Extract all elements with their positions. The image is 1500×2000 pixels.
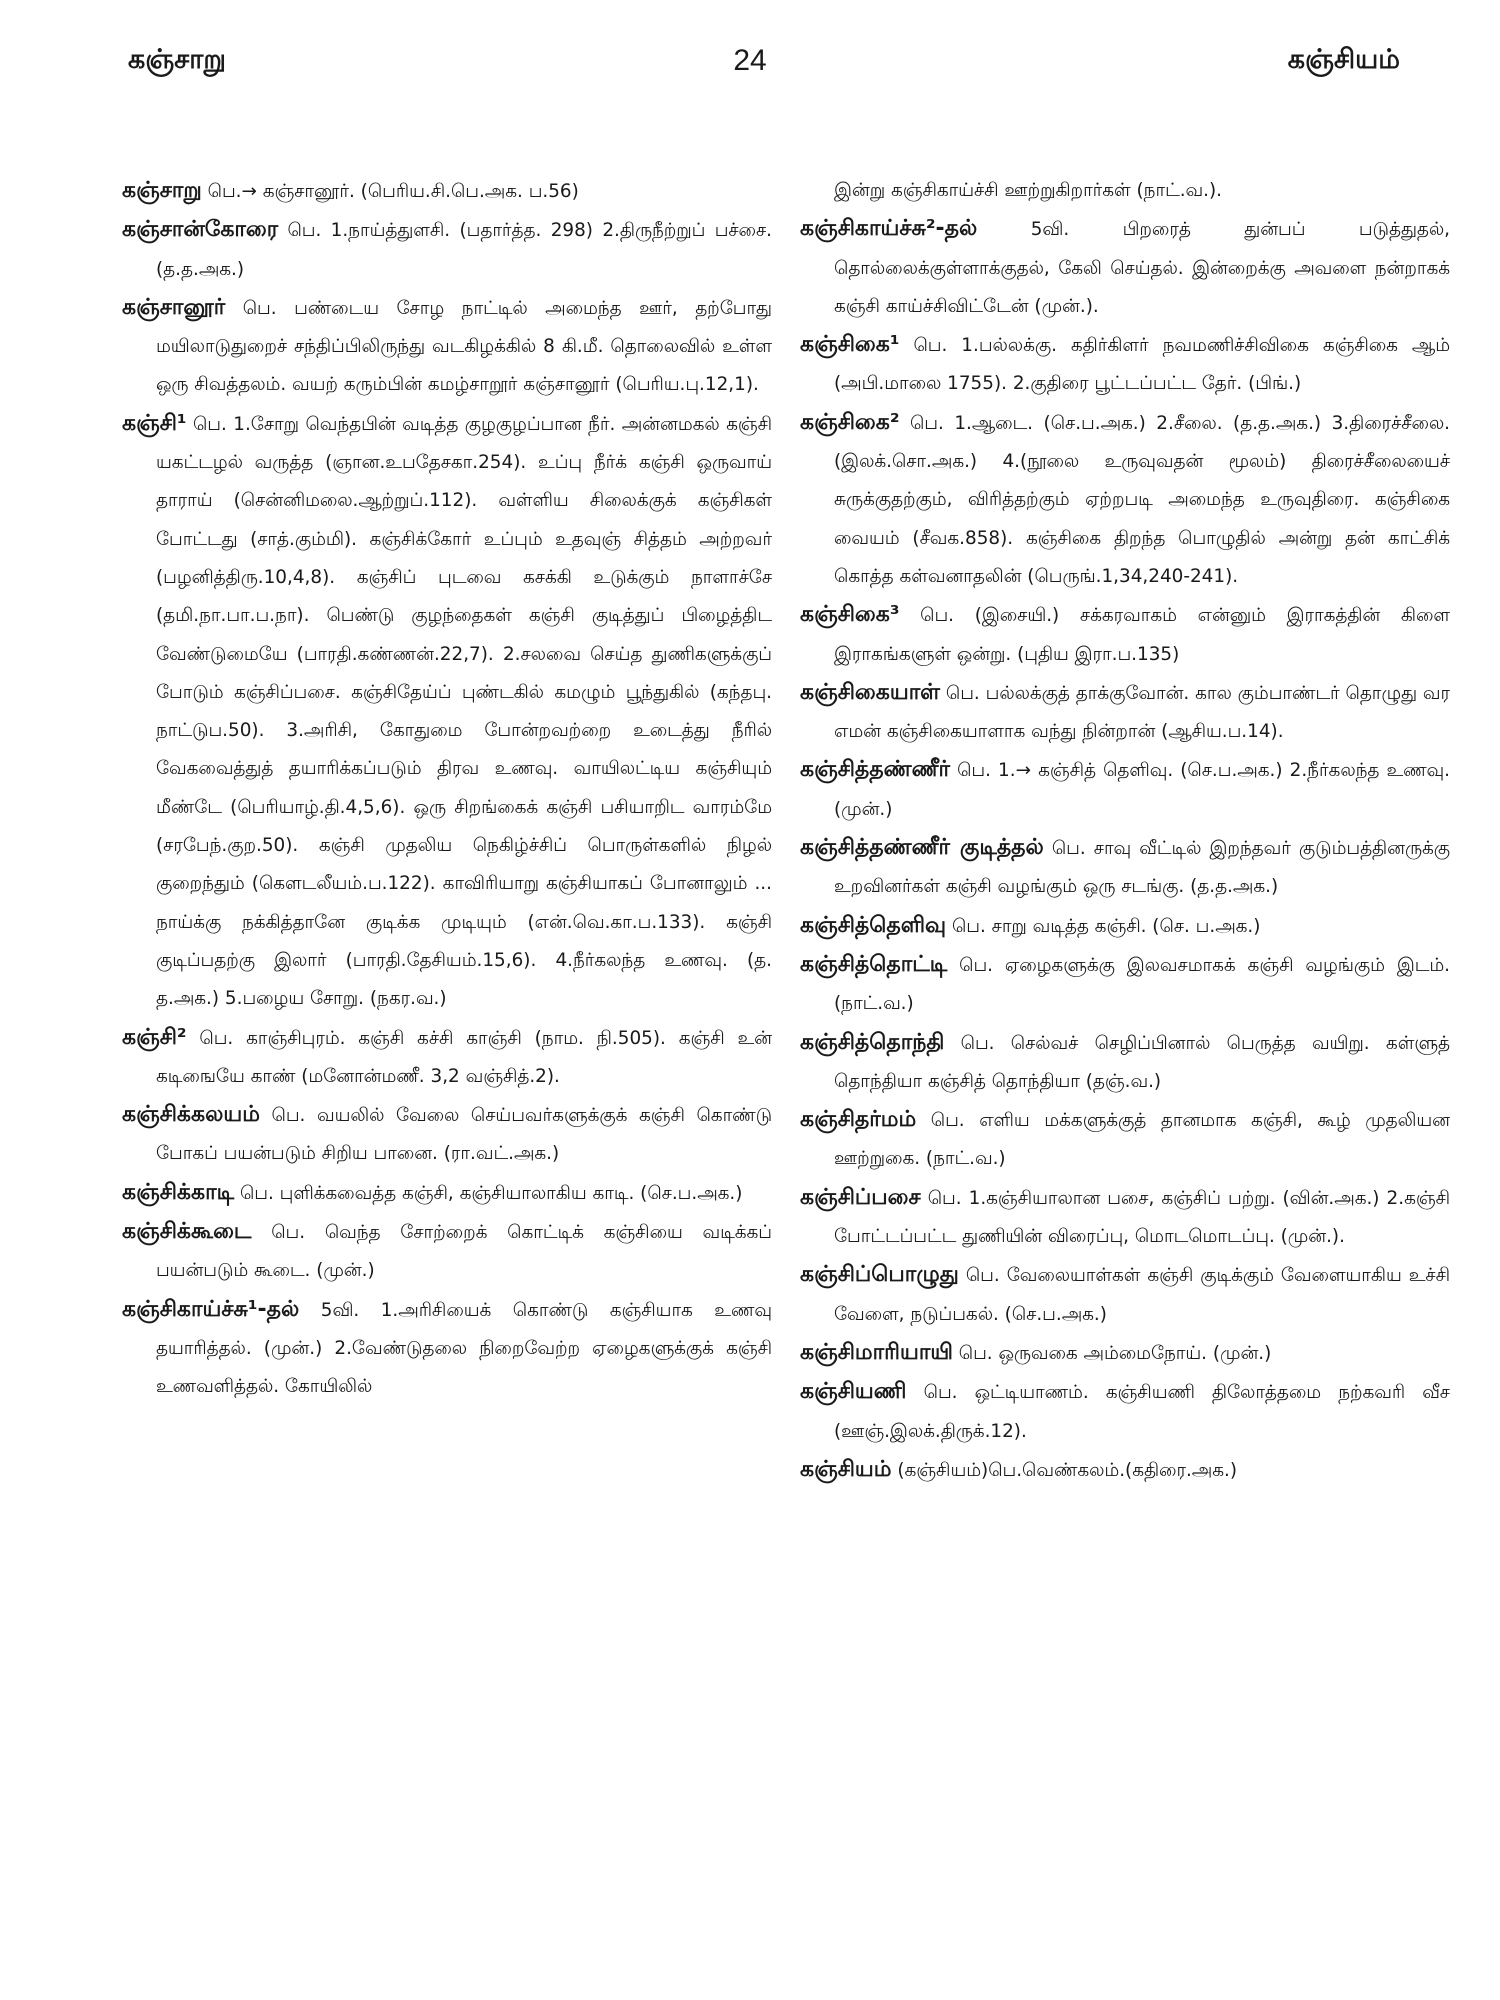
definition: பெ. 1.ஆடை. (செ.ப.அக.) 2.சீலை. (த.த.அக.) 3.திரைச்சீலை. (இலக்.சொ.அக.) 4.(நூலை உருவுவதன் மூலம்) திரைச்சீலையைச் சுருக்குதற்கும், விரித்தற்கும் ஏற்றபடி அமைந்த உருவுதிரை. கஞ்சிகை வையம் (சீவக.858). கஞ்சிகை திறந்த பொழுதில் அன்று தன் காட்சிக் கொத்த கள்வனாதலின் (பெருங்.1,34,240-241). bbox=[834, 412, 1450, 587]
right-guide-word: கஞ்சியம் bbox=[1287, 44, 1400, 75]
definition: பெ. பண்டைய சோழ நாட்டில் அமைந்த ஊர், தற்போது மயிலாடுதுறைச் சந்திப்பிலிருந்து வடகிழக்கில் 8 கி.மீ. தொலைவில் உள்ள ஒரு சிவத்தலம். வயற் கரும்பின் கமழ்சாறூர் கஞ்சானூர் (பெரிய.பு.12,1). bbox=[156, 297, 772, 396]
dictionary-entry bbox=[800, 1101, 1450, 1179]
dictionary-entry bbox=[800, 404, 1450, 596]
dictionary-entry bbox=[122, 1096, 772, 1174]
dictionary-entry bbox=[122, 1213, 772, 1291]
definition: பெ. காஞ்சிபுரம். கஞ்சி கச்சி காஞ்சி (நாம. நி.505). கஞ்சி உன் கடிஙையே காண் (மனோன்மணீ. 3,2 வஞ்சித்.2). bbox=[156, 1027, 772, 1087]
dictionary-entry bbox=[800, 674, 1450, 752]
dictionary-entry bbox=[122, 211, 772, 289]
headword: கஞ்சி² bbox=[122, 1024, 187, 1050]
dictionary-entry bbox=[122, 1291, 772, 1407]
headword: கஞ்சிகாய்ச்சு¹-தல் bbox=[122, 1296, 300, 1322]
definition: பெ. எளிய மக்களுக்குத் தானமாக கஞ்சி, கூழ் முதலியன ஊற்றுகை. (நாட்.வ.) bbox=[834, 1110, 1450, 1170]
dictionary-entry bbox=[800, 1024, 1450, 1102]
dictionary-entry bbox=[122, 1019, 772, 1097]
left-column bbox=[122, 172, 772, 1407]
headword: கஞ்சித்தண்ணீர் குடித்தல் bbox=[800, 835, 1044, 861]
dictionary-entry bbox=[122, 1174, 772, 1213]
left-guide-word: கஞ்சாறு bbox=[128, 44, 226, 75]
headword: கஞ்சித்தண்ணீர் bbox=[800, 757, 951, 783]
headword: கஞ்சிகையாள் bbox=[800, 679, 941, 705]
dictionary-entry bbox=[800, 751, 1450, 829]
definition: பெ. ஏழைகளுக்கு இலவசமாகக் கஞ்சி வழங்கும் இடம். (நாட்.வ.) bbox=[834, 954, 1450, 1015]
headword: கஞ்சிகாய்ச்சு²-தல் bbox=[800, 216, 978, 242]
headword: கஞ்சிகை³ bbox=[800, 602, 900, 628]
headword: கஞ்சிக்கூடை bbox=[122, 1219, 252, 1245]
definition: பெ. 1.பல்லக்கு. கதிர்கிளர் நவமணிச்சிவிகை கஞ்சிகை ஆம் (அபி.மாலை 1755). 2.குதிரை பூட்டப்பட்ட தேர். (பிங்.) bbox=[834, 335, 1450, 395]
headword: கஞ்சிகை¹ bbox=[800, 332, 900, 358]
running-header bbox=[0, 44, 1500, 84]
headword: கஞ்சிப்பசை bbox=[800, 1184, 921, 1210]
dictionary-entry bbox=[800, 1179, 1450, 1257]
headword: கஞ்சான்கோரை bbox=[122, 217, 279, 243]
headword: கஞ்சிக்காடி bbox=[122, 1179, 235, 1205]
definition: பெ. 1.கஞ்சியாலான பசை, கஞ்சிப் பற்று. (வின்.அக.) 2.கஞ்சி போட்டப்பட்ட துணியின் விரைப்பு, மொடமொடப்பு. (முன்.). bbox=[834, 1187, 1450, 1248]
headword: கஞ்சியணி bbox=[800, 1379, 907, 1405]
definition: பெ. வேலையாள்கள் கஞ்சி குடிக்கும் வேளையாகிய உச்சி வேளை, நடுப்பகல். (செ.ப.அக.) bbox=[834, 1265, 1450, 1325]
definition: 5வி. பிறரைத் துன்பப் படுத்துதல், தொல்லைக்குள்ளாக்குதல், கேலி செய்தல். இன்றைக்கு அவளை நன்றாகக் கஞ்சி காய்ச்சிவிட்டேன் (முன்.). bbox=[834, 219, 1450, 317]
dictionary-entry bbox=[800, 1334, 1450, 1373]
headword: கஞ்சித்தெளிவு bbox=[800, 912, 947, 938]
headword: கஞ்சாறு bbox=[122, 178, 202, 203]
definition: இன்று கஞ்சிகாய்ச்சி ஊற்றுகிறார்கள் (நாட்.வ.). bbox=[834, 180, 1223, 201]
dictionary-entry bbox=[800, 210, 1450, 326]
dictionary-entry bbox=[800, 1451, 1450, 1490]
definition: பெ. வெந்த சோற்றைக் கொட்டிக் கஞ்சியை வடிக்கப் பயன்படும் கூடை. (முன்.) bbox=[156, 1222, 772, 1282]
dictionary-entry bbox=[800, 1373, 1450, 1451]
dictionary-entry bbox=[800, 1256, 1450, 1334]
definition: பெ. 1.→ கஞ்சித் தெளிவு. (செ.ப.அக.) 2.நீர்கலந்த உணவு. (முன்.) bbox=[834, 760, 1450, 820]
headword: கஞ்சித்தொட்டி bbox=[800, 951, 948, 977]
definition: பெ. செல்வச் செழிப்பினால் பெருத்த வயிறு. கள்ளுத் தொந்தியா கஞ்சித் தொந்தியா (தஞ்.வ.) bbox=[834, 1032, 1450, 1092]
definition: பெ. 1.நாய்த்துளசி. (பதார்த்த. 298) 2.திருநீற்றுப் பச்சை. (த.த.அக.) bbox=[156, 220, 772, 280]
headword: கஞ்சியம் bbox=[800, 1456, 892, 1482]
headword: கஞ்சிமாரியாயி bbox=[800, 1339, 953, 1365]
headword: கஞ்சி¹ bbox=[122, 410, 187, 436]
definition: 5வி. 1.அரிசியைக் கொண்டு கஞ்சியாக உணவு தயாரித்தல். (முன்.) 2.வேண்டுதலை நிறைவேற்ற ஏழைகளுக்குக் கஞ்சி உணவளித்தல். கோயிலில் bbox=[156, 1299, 772, 1398]
headword: கஞ்சிப்பொழுது bbox=[800, 1262, 959, 1288]
page-number: 24 bbox=[733, 44, 767, 77]
entry-continuation bbox=[800, 172, 1450, 210]
definition: பெ. வயலில் வேலை செய்பவர்களுக்குக் கஞ்சி கொண்டு போகப் பயன்படும் சிறிய பானை. (ரா.வட்.அக.) bbox=[156, 1105, 772, 1165]
headword: கஞ்சிகை² bbox=[800, 409, 900, 435]
headword: கஞ்சிக்கலயம் bbox=[122, 1102, 260, 1128]
right-column bbox=[800, 172, 1450, 1490]
definition: பெ.→ கஞ்சானூர். (பெரிய.சி.பெ.அக. ப.56) bbox=[201, 181, 579, 202]
dictionary-entry bbox=[122, 405, 772, 1019]
headword: கஞ்சித்தொந்தி bbox=[800, 1029, 945, 1055]
dictionary-entry bbox=[800, 946, 1450, 1024]
definition: பெ. 1.சோறு வெந்தபின் வடித்த குழகுழப்பான நீர். அன்னமகல் கஞ்சி யகட்டழல் வருத்த (ஞான.உபதேசகா.254). உப்பு நீர்க் கஞ்சி ஒருவாய் தாராய் (சென்னிமலை.ஆற்றுப்.112). வள்ளிய சிலைக்குக் கஞ்சிகள் போட்டது (சாத்.கும்மி). கஞ்சிக்கோர் உப்பும் உதவுஞ் சித்தம் அற்றவர் (பழனித்திரு.10,4,8). கஞ்சிப் புடவை கசக்கி உடுக்கும் நாளாச்சே (தமி.நா.பா.ப.நா). பெண்டு குழந்தைகள் கஞ்சி குடித்துப் பிழைத்திட வேண்டுமையே (பாரதி.கண்ணன்.22,7). 2.சலவை செய்த துணிகளுக்குப் போடும் கஞ்சிப்பசை. கஞ்சிதேய்ப் புண்டகில் கமழும் பூந்துகில் (கந்தபு. நாட்டுப.50). 3.அரிசி, கோதுமை போன்றவற்றை உடைத்து நீரில் வேகவைத்துத் தயாரிக்கப்படும் திரவ உணவு. வாயிலட்டிய கஞ்சியும் மீண்டே (பெரியாழ்.தி.4,5,6). ஒரு சிறங்கைக் கஞ்சி பசியாறிட வாரம்மே (சரபேந்.குற.50). கஞ்சி முதலிய நெகிழ்ச்சிப் பொருள்களில் நிழல் குறைந்தும் (கௌடலீயம்.ப.122). காவிரியாறு கஞ்சியாகப் போனாலும் ... நாய்க்கு நக்கித்தானே குடிக்க முடியும் (என்.வெ.கா.ப.133). கஞ்சி குடிப்பதற்கு இலார் (பாரதி.தேசியம்.15,6). 4.நீர்கலந்த உணவு. (த. த.அக.) 5.பழைய சோறு. (நகர.வ.) bbox=[156, 413, 772, 1010]
dictionary-entry bbox=[800, 596, 1450, 674]
dictionary-entry bbox=[122, 289, 772, 405]
dictionary-entry bbox=[800, 829, 1450, 907]
definition: பெ. புளிக்கவைத்த கஞ்சி, கஞ்சியாலாகிய காடி. (செ.ப.அக.) bbox=[234, 1182, 743, 1204]
definition: (கஞ்சியம்)பெ.வெண்கலம்.(கதிரை.அக.) bbox=[891, 1459, 1238, 1481]
definition: பெ. ஒருவகை அம்மைநோய். (முன்.) bbox=[952, 1342, 1272, 1364]
headword: கஞ்சிதர்மம் bbox=[800, 1107, 917, 1133]
definition: பெ. சாவு வீட்டில் இறந்தவர் குடும்பத்தினருக்கு உறவினர்கள் கஞ்சி வழங்கும் ஒரு சடங்கு. (த.த.அக.) bbox=[834, 838, 1450, 898]
dictionary-entry bbox=[122, 172, 772, 211]
dictionary-entry bbox=[800, 907, 1450, 946]
definition: பெ. ஒட்டியாணம். கஞ்சியணி திலோத்தமை நற்கவரி வீச (ஊஞ்.இலக்.திருக்.12). bbox=[834, 1382, 1450, 1442]
definition: பெ. சாறு வடித்த கஞ்சி. (செ. ப.அக.) bbox=[946, 915, 1261, 937]
definition: பெ. பல்லக்குத் தாக்குவோன். கால கும்பாண்டர் தொழுது வர எமன் கஞ்சிகையாளாக வந்து நின்றான் (ஆசிய.ப.14). bbox=[834, 682, 1450, 743]
headword: கஞ்சானூர் bbox=[122, 294, 226, 320]
dictionary-entry bbox=[800, 326, 1450, 404]
definition: பெ. (இசையி.) சக்கரவாகம் என்னும் இராகத்தின் கிளை இராகங்களுள் ஒன்று. (புதிய இரா.ப.135) bbox=[834, 605, 1450, 665]
